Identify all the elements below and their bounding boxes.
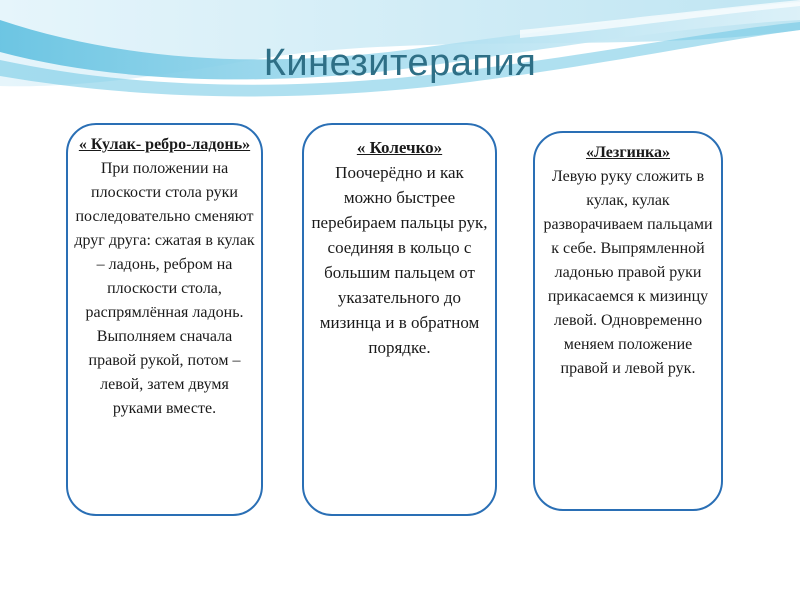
card-ring — [302, 123, 497, 516]
card-heading: «Лезгинка» — [585, 144, 671, 161]
slide-title: Кинезитерапия — [263, 42, 537, 84]
card-fist-edge-palm — [66, 123, 263, 516]
card-lezginka — [533, 131, 723, 511]
card-heading: « Кулак- ребро-ладонь» — [78, 136, 251, 153]
card-text: Поочерёдно и как можно быстрее перебираем пальцы рук, соединяя в кольцо с большим пальцем от указательного до мизинца и в обратном порядке. — [311, 163, 488, 357]
card-text: При положении на плоскости стола руки последовательно сменяют друг друга: сжатая в кулак – ладонь, ребром на плоскости стола, распрямлённая ладонь. Выполняем сначала правой рукой, потом – левой, затем двумя руками вместе. — [74, 160, 255, 417]
card-text: Левую руку сложить в кулак, кулак разворачиваем пальцами к себе. Выпрямленной ладонью правой руки прикасаемся к мизинцу левой. Одновременно меняем положение правой и левой рук. — [543, 168, 713, 377]
card-heading: « Колечко» — [356, 138, 443, 157]
